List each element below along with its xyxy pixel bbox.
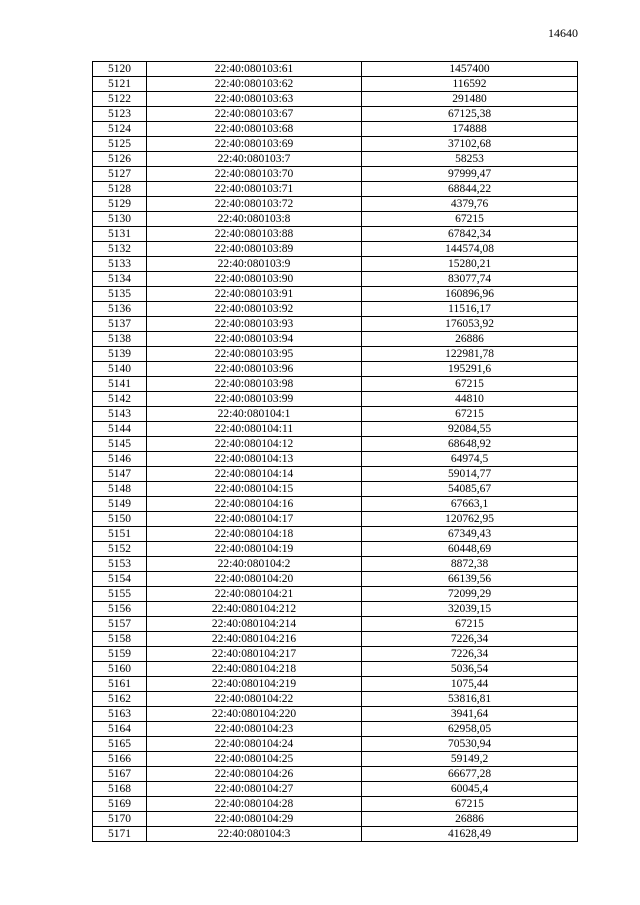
table-row: [93, 377, 578, 392]
value-cell: 97999,47: [362, 167, 578, 182]
cadastral-number-cell: 22:40:080103:9: [147, 257, 362, 272]
row-number-cell: 5154: [93, 572, 147, 587]
cadastral-number-cell: 22:40:080103:91: [147, 287, 362, 302]
row-number-cell: 5134: [93, 272, 147, 287]
value-cell: 176053,92: [362, 317, 578, 332]
row-number-cell: 5169: [93, 797, 147, 812]
value-cell: 67215: [362, 617, 578, 632]
page-number: 14640: [548, 26, 578, 40]
value-cell: 195291,6: [362, 362, 578, 377]
row-number-cell: 5148: [93, 482, 147, 497]
table-row: [93, 422, 578, 437]
row-number-cell: 5170: [93, 812, 147, 827]
table-row: [93, 737, 578, 752]
row-number-cell: 5149: [93, 497, 147, 512]
row-number-cell: 5136: [93, 302, 147, 317]
table-row: [93, 152, 578, 167]
value-cell: 7226,34: [362, 632, 578, 647]
table-row: [93, 107, 578, 122]
cadastral-number-cell: 22:40:080103:72: [147, 197, 362, 212]
cadastral-number-cell: 22:40:080103:89: [147, 242, 362, 257]
row-number-cell: 5139: [93, 347, 147, 362]
row-number-cell: 5130: [93, 212, 147, 227]
row-number-cell: 5122: [93, 92, 147, 107]
table-row: [93, 407, 578, 422]
value-cell: 67215: [362, 797, 578, 812]
cadastral-number-cell: 22:40:080103:99: [147, 392, 362, 407]
cadastral-number-cell: 22:40:080103:63: [147, 92, 362, 107]
value-cell: 58253: [362, 152, 578, 167]
row-number-cell: 5162: [93, 692, 147, 707]
value-cell: 60045,4: [362, 782, 578, 797]
cadastral-number-cell: 22:40:080103:90: [147, 272, 362, 287]
value-cell: 15280,21: [362, 257, 578, 272]
table-row: [93, 347, 578, 362]
cadastral-number-cell: 22:40:080103:98: [147, 377, 362, 392]
value-cell: 44810: [362, 392, 578, 407]
value-cell: 5036,54: [362, 662, 578, 677]
row-number-cell: 5144: [93, 422, 147, 437]
value-cell: 174888: [362, 122, 578, 137]
value-cell: 37102,68: [362, 137, 578, 152]
cadastral-number-cell: 22:40:080103:70: [147, 167, 362, 182]
table-row: [93, 62, 578, 77]
cadastral-number-cell: 22:40:080103:95: [147, 347, 362, 362]
table-body: [93, 62, 578, 842]
table-row: [93, 632, 578, 647]
table-row: [93, 452, 578, 467]
row-number-cell: 5138: [93, 332, 147, 347]
cadastral-number-cell: 22:40:080104:26: [147, 767, 362, 782]
value-cell: 1457400: [362, 62, 578, 77]
table-row: [93, 557, 578, 572]
table-row: [93, 707, 578, 722]
row-number-cell: 5143: [93, 407, 147, 422]
table-row: [93, 662, 578, 677]
value-cell: 54085,67: [362, 482, 578, 497]
row-number-cell: 5158: [93, 632, 147, 647]
value-cell: 120762,95: [362, 512, 578, 527]
cadastral-number-cell: 22:40:080103:71: [147, 182, 362, 197]
value-cell: 67842,34: [362, 227, 578, 242]
table-row: [93, 437, 578, 452]
cadastral-number-cell: 22:40:080103:62: [147, 77, 362, 92]
table-row: [93, 272, 578, 287]
row-number-cell: 5147: [93, 467, 147, 482]
row-number-cell: 5135: [93, 287, 147, 302]
value-cell: 67349,43: [362, 527, 578, 542]
value-cell: 8872,38: [362, 557, 578, 572]
cadastral-number-cell: 22:40:080104:3: [147, 827, 362, 842]
value-cell: 64974,5: [362, 452, 578, 467]
cadastral-number-cell: 22:40:080104:20: [147, 572, 362, 587]
row-number-cell: 5164: [93, 722, 147, 737]
table-row: [93, 137, 578, 152]
table-row: [93, 77, 578, 92]
row-number-cell: 5121: [93, 77, 147, 92]
row-number-cell: 5155: [93, 587, 147, 602]
row-number-cell: 5151: [93, 527, 147, 542]
table-row: [93, 392, 578, 407]
row-number-cell: 5167: [93, 767, 147, 782]
table-row: [93, 602, 578, 617]
value-cell: 1075,44: [362, 677, 578, 692]
row-number-cell: 5131: [93, 227, 147, 242]
table-row: [93, 257, 578, 272]
table-row: [93, 197, 578, 212]
cadastral-number-cell: 22:40:080104:16: [147, 497, 362, 512]
table-row: [93, 722, 578, 737]
value-cell: 32039,15: [362, 602, 578, 617]
row-number-cell: 5140: [93, 362, 147, 377]
row-number-cell: 5133: [93, 257, 147, 272]
row-number-cell: 5132: [93, 242, 147, 257]
cadastral-number-cell: 22:40:080104:23: [147, 722, 362, 737]
cadastral-number-cell: 22:40:080104:220: [147, 707, 362, 722]
value-cell: 68844,22: [362, 182, 578, 197]
row-number-cell: 5120: [93, 62, 147, 77]
row-number-cell: 5125: [93, 137, 147, 152]
row-number-cell: 5168: [93, 782, 147, 797]
value-cell: 72099,29: [362, 587, 578, 602]
table-row: [93, 497, 578, 512]
table-row: [93, 812, 578, 827]
cadastral-number-cell: 22:40:080103:88: [147, 227, 362, 242]
table-row: [93, 122, 578, 137]
table-row: [93, 302, 578, 317]
table-row: [93, 482, 578, 497]
row-number-cell: 5127: [93, 167, 147, 182]
row-number-cell: 5171: [93, 827, 147, 842]
row-number-cell: 5152: [93, 542, 147, 557]
table-row: [93, 797, 578, 812]
row-number-cell: 5124: [93, 122, 147, 137]
value-cell: 160896,96: [362, 287, 578, 302]
table-row: [93, 677, 578, 692]
cadastral-number-cell: 22:40:080104:29: [147, 812, 362, 827]
table-row: [93, 287, 578, 302]
table-row: [93, 767, 578, 782]
cadastral-number-cell: 22:40:080103:96: [147, 362, 362, 377]
cadastral-number-cell: 22:40:080103:69: [147, 137, 362, 152]
row-number-cell: 5165: [93, 737, 147, 752]
value-cell: 59014,77: [362, 467, 578, 482]
row-number-cell: 5156: [93, 602, 147, 617]
row-number-cell: 5129: [93, 197, 147, 212]
table-row: [93, 512, 578, 527]
value-cell: 11516,17: [362, 302, 578, 317]
row-number-cell: 5160: [93, 662, 147, 677]
cadastral-number-cell: 22:40:080103:7: [147, 152, 362, 167]
row-number-cell: 5166: [93, 752, 147, 767]
value-cell: 66677,28: [362, 767, 578, 782]
table-row: [93, 782, 578, 797]
cadastral-number-cell: 22:40:080103:61: [147, 62, 362, 77]
cadastral-number-cell: 22:40:080103:67: [147, 107, 362, 122]
value-cell: 83077,74: [362, 272, 578, 287]
value-cell: 3941,64: [362, 707, 578, 722]
table-row: [93, 467, 578, 482]
row-number-cell: 5157: [93, 617, 147, 632]
value-cell: 67215: [362, 212, 578, 227]
value-cell: 291480: [362, 92, 578, 107]
table-row: [93, 572, 578, 587]
cadastral-number-cell: 22:40:080104:28: [147, 797, 362, 812]
row-number-cell: 5153: [93, 557, 147, 572]
cadastral-table: [92, 61, 578, 842]
cadastral-number-cell: 22:40:080104:15: [147, 482, 362, 497]
row-number-cell: 5142: [93, 392, 147, 407]
table-row: [93, 332, 578, 347]
row-number-cell: 5128: [93, 182, 147, 197]
value-cell: 41628,49: [362, 827, 578, 842]
value-cell: 59149,2: [362, 752, 578, 767]
table-row: [93, 587, 578, 602]
table-row: [93, 617, 578, 632]
row-number-cell: 5126: [93, 152, 147, 167]
value-cell: 62958,05: [362, 722, 578, 737]
cadastral-number-cell: 22:40:080104:27: [147, 782, 362, 797]
value-cell: 67125,38: [362, 107, 578, 122]
cadastral-number-cell: 22:40:080104:14: [147, 467, 362, 482]
cadastral-number-cell: 22:40:080104:219: [147, 677, 362, 692]
row-number-cell: 5163: [93, 707, 147, 722]
value-cell: 122981,78: [362, 347, 578, 362]
value-cell: 60448,69: [362, 542, 578, 557]
cadastral-number-cell: 22:40:080104:11: [147, 422, 362, 437]
row-number-cell: 5137: [93, 317, 147, 332]
table-row: [93, 242, 578, 257]
value-cell: 67215: [362, 377, 578, 392]
table-row: [93, 752, 578, 767]
table-row: [93, 167, 578, 182]
table-row: [93, 227, 578, 242]
value-cell: 26886: [362, 332, 578, 347]
value-cell: 26886: [362, 812, 578, 827]
cadastral-number-cell: 22:40:080104:24: [147, 737, 362, 752]
value-cell: 67215: [362, 407, 578, 422]
value-cell: 116592: [362, 77, 578, 92]
table-row: [93, 647, 578, 662]
table-row: [93, 317, 578, 332]
table-row: [93, 827, 578, 842]
row-number-cell: 5123: [93, 107, 147, 122]
value-cell: 4379,76: [362, 197, 578, 212]
table-row: [93, 362, 578, 377]
row-number-cell: 5145: [93, 437, 147, 452]
row-number-cell: 5141: [93, 377, 147, 392]
cadastral-number-cell: 22:40:080104:21: [147, 587, 362, 602]
cadastral-number-cell: 22:40:080104:218: [147, 662, 362, 677]
value-cell: 66139,56: [362, 572, 578, 587]
cadastral-number-cell: 22:40:080104:25: [147, 752, 362, 767]
value-cell: 68648,92: [362, 437, 578, 452]
value-cell: 7226,34: [362, 647, 578, 662]
table-row: [93, 527, 578, 542]
cadastral-number-cell: 22:40:080104:12: [147, 437, 362, 452]
row-number-cell: 5159: [93, 647, 147, 662]
cadastral-number-cell: 22:40:080104:22: [147, 692, 362, 707]
cadastral-number-cell: 22:40:080103:94: [147, 332, 362, 347]
row-number-cell: 5146: [93, 452, 147, 467]
cadastral-number-cell: 22:40:080104:19: [147, 542, 362, 557]
value-cell: 92084,55: [362, 422, 578, 437]
cadastral-number-cell: 22:40:080103:92: [147, 302, 362, 317]
value-cell: 70530,94: [362, 737, 578, 752]
cadastral-number-cell: 22:40:080104:13: [147, 452, 362, 467]
table-row: [93, 92, 578, 107]
row-number-cell: 5150: [93, 512, 147, 527]
cadastral-number-cell: 22:40:080103:68: [147, 122, 362, 137]
cadastral-number-cell: 22:40:080103:93: [147, 317, 362, 332]
value-cell: 53816,81: [362, 692, 578, 707]
cadastral-number-cell: 22:40:080104:1: [147, 407, 362, 422]
table-row: [93, 212, 578, 227]
cadastral-number-cell: 22:40:080104:216: [147, 632, 362, 647]
value-cell: 144574,08: [362, 242, 578, 257]
cadastral-number-cell: 22:40:080104:2: [147, 557, 362, 572]
table-row: [93, 182, 578, 197]
table-row: [93, 692, 578, 707]
cadastral-number-cell: 22:40:080103:8: [147, 212, 362, 227]
cadastral-number-cell: 22:40:080104:217: [147, 647, 362, 662]
table-row: [93, 542, 578, 557]
cadastral-number-cell: 22:40:080104:17: [147, 512, 362, 527]
row-number-cell: 5161: [93, 677, 147, 692]
cadastral-number-cell: 22:40:080104:214: [147, 617, 362, 632]
cadastral-number-cell: 22:40:080104:18: [147, 527, 362, 542]
value-cell: 67663,1: [362, 497, 578, 512]
cadastral-number-cell: 22:40:080104:212: [147, 602, 362, 617]
